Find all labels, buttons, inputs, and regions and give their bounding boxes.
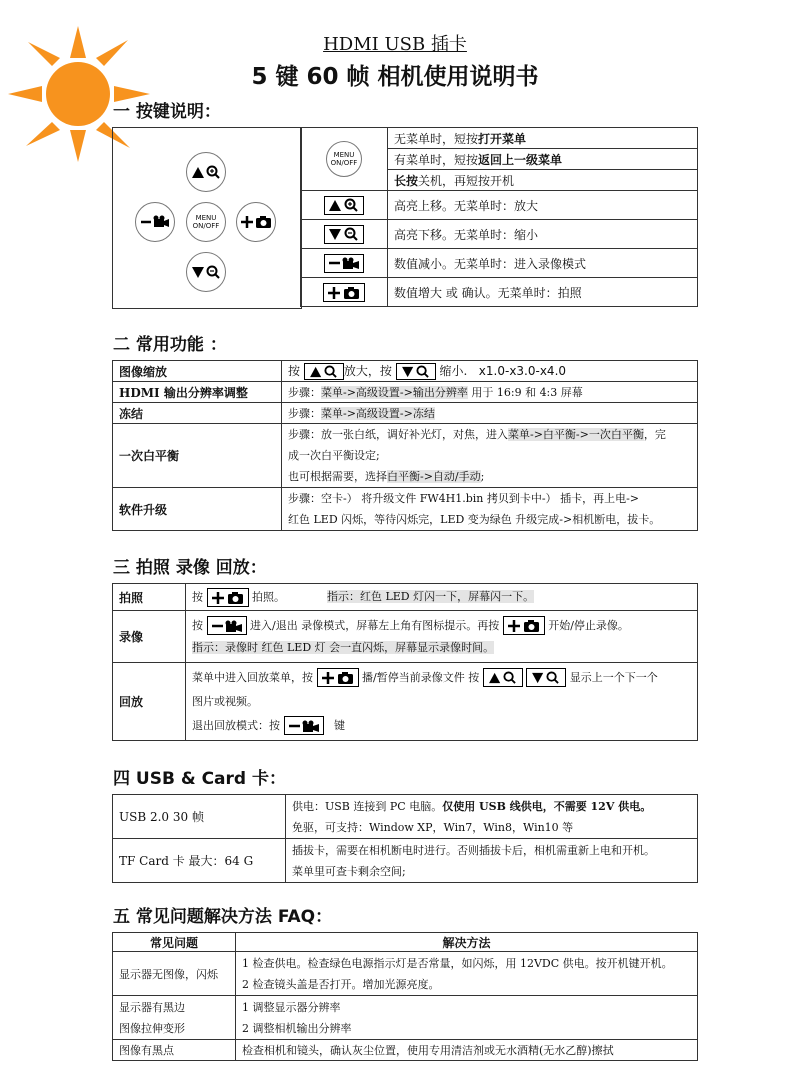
menu-desc-1: 无菜单时，短按打开菜单 [388,128,698,149]
fw-label: 软件升级 [113,488,282,531]
faq-col-problem: 常见问题 [113,933,236,952]
section-heading-functions: 二 常用功能 ： [113,335,227,355]
down-desc: 高亮下移。无菜单时：缩小 [388,220,698,249]
zoom-label: 图像缩放 [113,361,282,382]
plus-desc: 数值增大 或 确认。无菜单时：拍照 [388,278,698,307]
photo-label: 拍照 [113,584,186,611]
keypad-plus-button [236,202,276,242]
wb-desc: 步骤：放一张白纸，调好补光灯，对焦，进入菜单->白平衡->一次白平衡，完 成一次白平衡设定; 也可根据需要，选择白平衡->自动/手动; [282,424,698,488]
menu-desc-3: 长按关机，再短按开机 [388,170,698,191]
title-line1: HDMI USB 插卡 [323,34,467,55]
usb-label: USB 2.0 30 帧 [113,795,286,839]
menu-key-icon: MENU ON/OFF [326,141,362,177]
hdmi-label: HDMI 输出分辨率调整 [113,382,282,403]
faq-problem: 显示器有黑边 图像拉伸变形 [113,996,236,1040]
play-desc: 菜单中进入回放菜单，按 播/暂停当前录像文件 按 显示上一个下一个 图片或视频。 退出回放模式：按 键 [186,663,698,741]
faq-solution: 1 检查供电。检查绿色电源指示灯是否常量，如闪烁，用 12VDC 供电。按开机键开机。 2 检查镜头盖是否打开。增加光源亮度。 [236,952,698,996]
faq-problem: 图像有黑点 [113,1040,236,1061]
wb-label: 一次白平衡 [113,424,282,488]
freeze-label: 冻结 [113,403,282,424]
hdmi-desc: 步骤：菜单->高级设置->输出分辨率 用于 16:9 和 4:3 屏幕 [282,382,698,403]
minus-desc: 数值减小。无菜单时：进入录像模式 [388,249,698,278]
keypad-down-button [186,252,226,292]
minus-video-icon [324,254,364,273]
section-heading-faq: 五 常见问题解决方法 FAQ： [113,907,333,927]
video-desc: 按 进入/退出 录像模式，屏幕左上角有图标提示。再按 开始/停止录像。 指示：录像时 红色 LED 灯 会一直闪烁，屏幕显示录像时间。 [186,611,698,663]
keys-table [300,127,698,307]
title-line2: 5 键 60 帧 相机使用说明书 [251,64,539,90]
faq-problem: 显示器无图像，闪烁 [113,952,236,996]
tf-desc: 插拔卡，需要在相机断电时进行。否则插拔卡后，相机需重新上电和开机。 菜单里可查卡剩余空间; [286,839,698,883]
keypad-minus-button [135,202,175,242]
faq-col-solution: 解决方法 [236,933,698,952]
zoom-desc: 按 放大，按 缩小. x1.0-x3.0-x4.0 [282,361,698,382]
section-heading-capture: 三 拍照 录像 回放： [113,558,267,578]
keypad-diagram [112,127,302,309]
faq-table [112,932,698,1061]
plus-camera-icon [323,283,365,302]
faq-solution: 检查相机和镜头，确认灰尘位置，使用专用清洁剂或无水酒精(无水乙醇)擦拭 [236,1040,698,1061]
menu-desc-2: 有菜单时，短按返回上一级菜单 [388,149,698,170]
freeze-desc: 步骤：菜单->高级设置->冻结 [282,403,698,424]
usb-table [112,794,698,883]
keypad-up-button [186,152,226,192]
tf-label: TF Card 卡 最大：64 G [113,839,286,883]
faq-solution: 1 调整显示器分辨率 2 调整相机输出分辨率 [236,996,698,1040]
usb-desc: 供电：USB 连接到 PC 电脑。仅使用 USB 线供电，不需要 12V 供电。 免驱，可支持：Window XP，Win7，Win8，Win10 等 [286,795,698,839]
photo-desc: 按 拍照。 指示：红色 LED 灯闪一下，屏幕闪一下。 [186,584,698,611]
keypad-menu-button: MENU ON/OFF [186,202,226,242]
section-heading-usb: 四 USB & Card 卡： [113,769,287,789]
up-desc: 高亮上移。无菜单时：放大 [388,191,698,220]
section-heading-keys: 一 按键说明： [113,102,221,122]
functions-table [112,360,698,531]
up-zoom-in-icon [324,196,364,215]
capture-table [112,583,698,741]
down-zoom-out-icon [324,225,364,244]
play-label: 回放 [113,663,186,741]
video-label: 录像 [113,611,186,663]
fw-desc: 步骤：空卡-） 将升级文件 FW4H1.bin 拷贝到卡中-） 插卡，再上电-> 红色 LED 闪烁，等待闪烁完，LED 变为绿色 升级完成->相机断电，拔卡。 [282,488,698,531]
